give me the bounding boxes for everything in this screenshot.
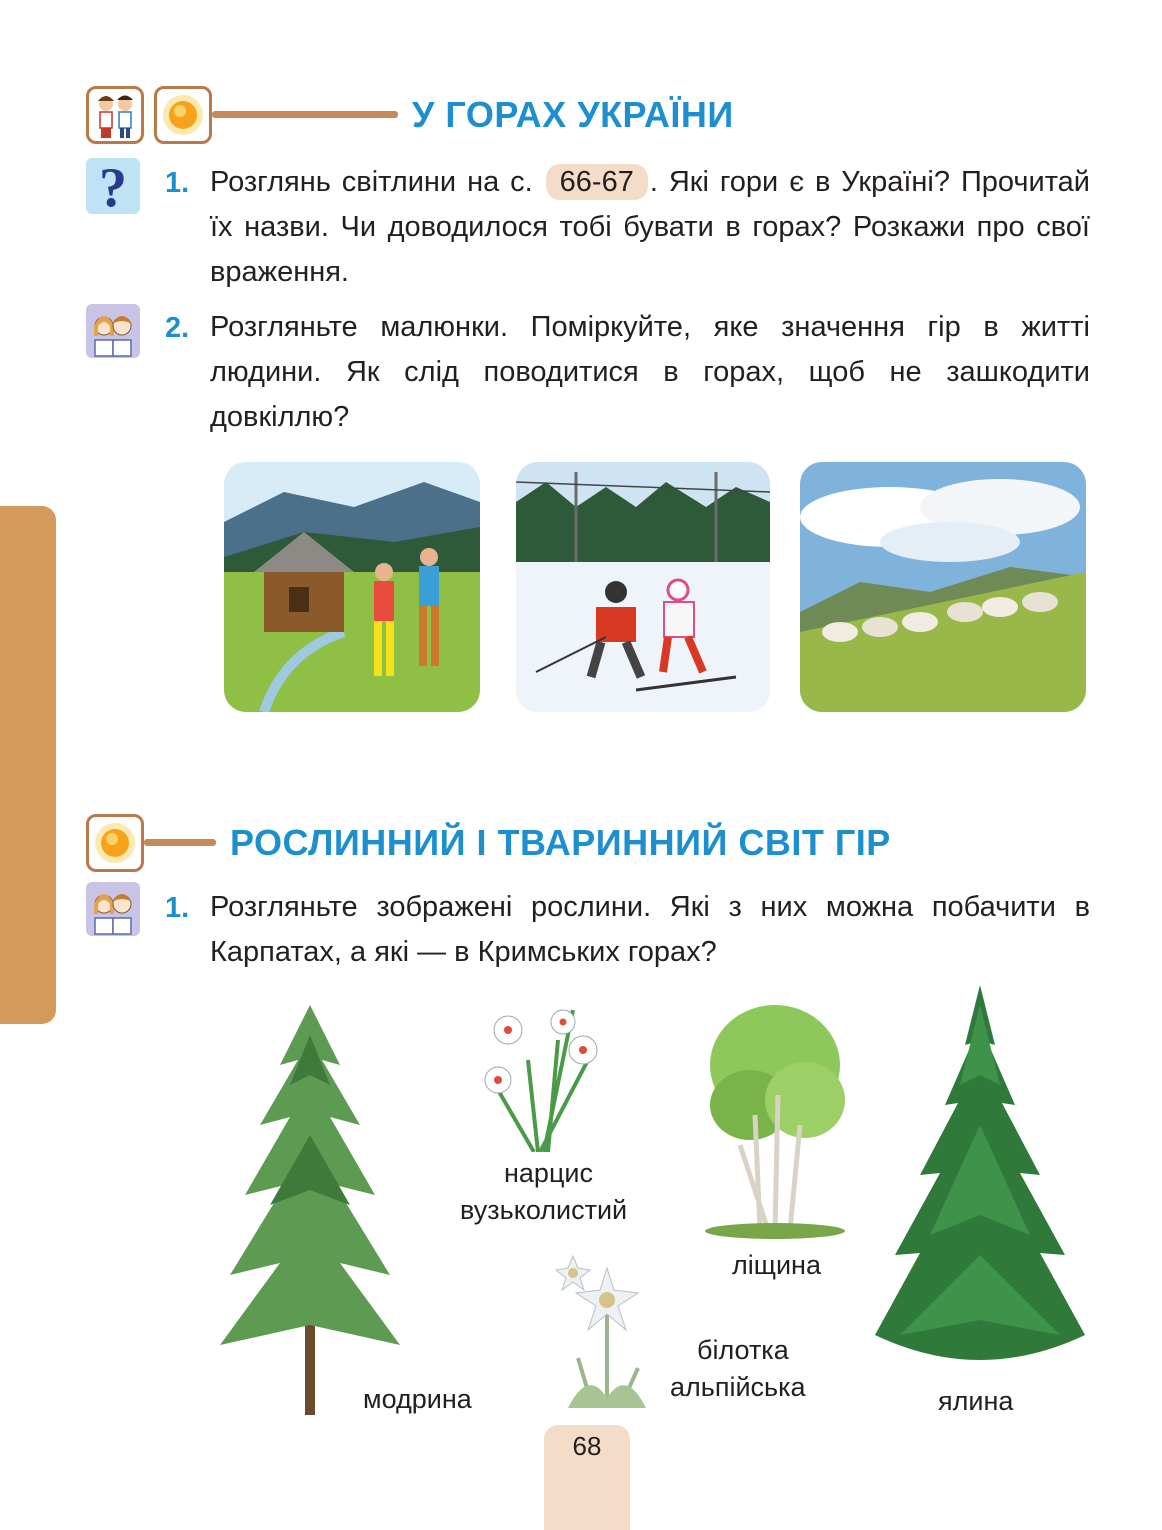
- task-text-before: Розглянь світлини на с.: [210, 166, 533, 198]
- section-title: РОСЛИННИЙ І ТВАРИННИЙ СВІТ ГІР: [230, 822, 891, 863]
- plant-label-hazel: ліщина: [732, 1250, 821, 1280]
- sun-icon: [86, 814, 144, 872]
- pair-work-icon: [86, 304, 140, 358]
- header-line: [212, 111, 398, 118]
- mountain-hut-illustration: [224, 462, 480, 712]
- task-text-after: . Які гори є в Україні? Прочитай їх назви. Чи доводилося тобі бувати в горах? Розкажи про свої враження.: [210, 166, 1090, 288]
- page-reference: 66-67: [546, 164, 648, 200]
- task-number: 2.: [165, 312, 190, 344]
- pair-work-icon: [86, 882, 140, 936]
- task-text: Розгляньте малюнки. Поміркуйте, яке значення гір в житті людини. Як слід поводитися в горах, щоб не зашкодити довкіллю?: [210, 311, 1090, 433]
- plant-label-spruce: ялина: [938, 1386, 1014, 1416]
- spruce-illustration: [870, 985, 1090, 1385]
- task-text: [210, 160, 1090, 295]
- sheep-pasture-illustration: [800, 462, 1086, 712]
- plant-label-edelweiss-line2: альпійська: [670, 1372, 806, 1402]
- skiers-illustration: [516, 462, 770, 712]
- question-icon: ?: [86, 158, 140, 214]
- page-number: [544, 1425, 630, 1530]
- section-title: У ГОРАХ УКРАЇНИ: [412, 94, 734, 135]
- narcissus-illustration: [478, 1000, 608, 1152]
- plant-label-larch: модрина: [363, 1384, 472, 1414]
- side-tab: [0, 506, 56, 1024]
- children-icon: [86, 86, 144, 144]
- plant-label-edelweiss-line1: білотка: [697, 1335, 789, 1365]
- larch-illustration: [210, 1005, 410, 1415]
- task-number: 1.: [165, 892, 190, 924]
- sun-icon: [154, 86, 212, 144]
- plant-label-narcissus-line2: вузьколистий: [460, 1195, 628, 1225]
- edelweiss-illustration: [548, 1248, 666, 1408]
- task-number: 1.: [165, 167, 190, 199]
- task-text: Розгляньте зображені рослини. Які з них можна побачити в Карпатах, а які — в Кримських горах?: [210, 891, 1090, 968]
- header-line: [144, 839, 216, 846]
- plant-label-narcissus-line1: нарцис: [504, 1158, 593, 1188]
- hazel-illustration: [700, 995, 850, 1240]
- page-number-text: 68: [572, 1431, 602, 1461]
